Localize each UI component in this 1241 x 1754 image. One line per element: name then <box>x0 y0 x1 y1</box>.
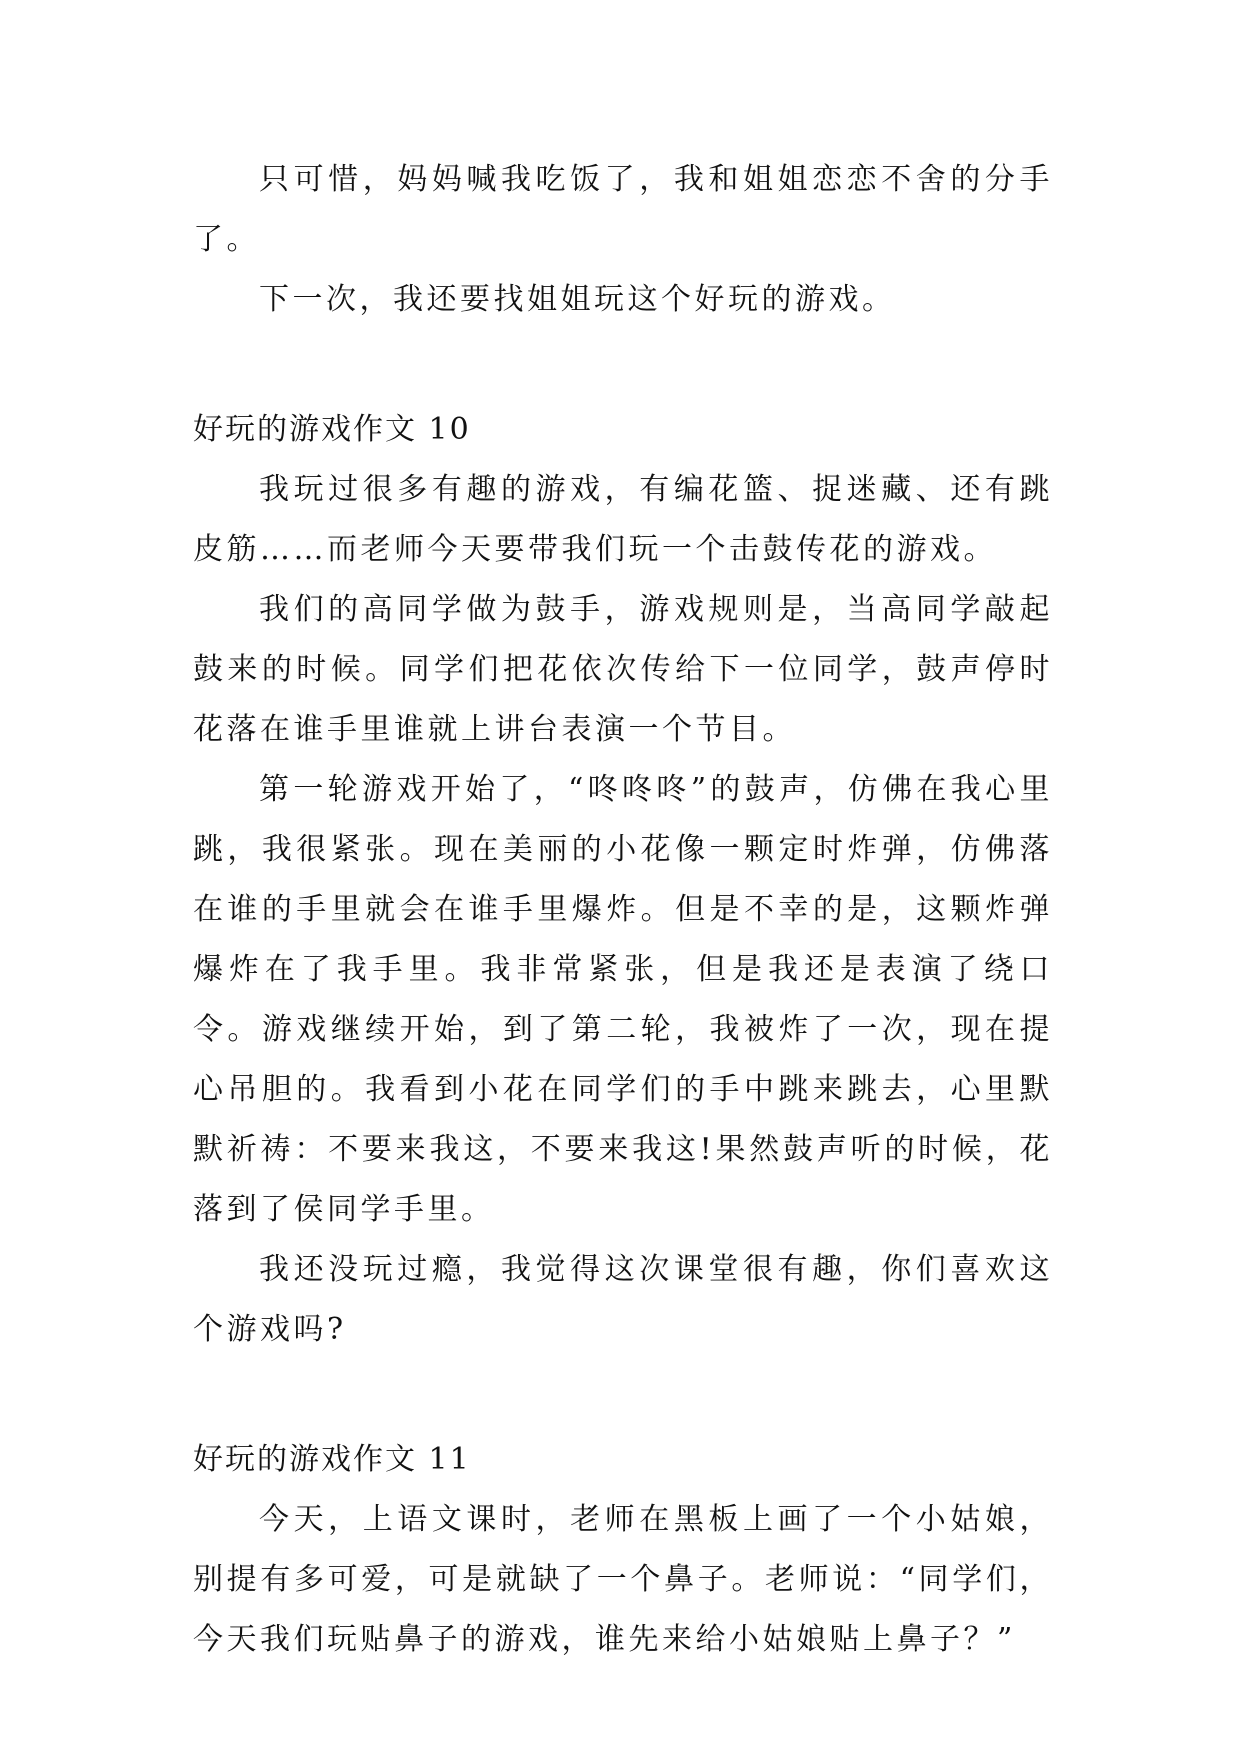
paragraph: 今天，上语文课时，老师在黑板上画了一个小姑娘，别提有多可爱，可是就缺了一个鼻子。老师说：“同学们，今天我们玩贴鼻子的游戏，谁先来给小姑娘贴上鼻子？” <box>193 1502 1053 1657</box>
paragraph: 下一次，我还要找姐姐玩这个好玩的游戏。 <box>259 282 896 317</box>
paragraph: 我玩过很多有趣的游戏，有编花篮、捉迷藏、还有跳皮筋……而老师今天要带我们玩一个击鼓传花的游戏。 <box>193 472 1053 567</box>
paragraph: 我们的高同学做为鼓手，游戏规则是，当高同学敲起鼓来的时候。同学们把花依次传给下一位同学，鼓声停时花落在谁手里谁就上讲台表演一个节目。 <box>193 592 1053 747</box>
section-gap <box>193 1360 1053 1430</box>
paragraph: 第一轮游戏开始了，“咚咚咚”的鼓声，仿佛在我心里跳，我很紧张。现在美丽的小花像一颗定时炸弹，仿佛落在谁的手里就会在谁手里爆炸。但是不幸的是，这颗炸弹爆炸在了我手里。我非常紧张，但是我还是表演了绕口令。游戏继续开始，到了第二轮，我被炸了一次，现在提心吊胆的。我看到小花在同学们的手中跳来跳去，心里默默祈祷：不要来我这，不要来我这!果然鼓声听的时候，花落到了侯同学手里。 <box>193 772 1053 1227</box>
section-title: 好玩的游戏作文 10 <box>193 412 471 447</box>
paragraph: 我还没玩过瘾，我觉得这次课堂很有趣，你们喜欢这个游戏吗? <box>193 1252 1053 1347</box>
section-gap <box>193 330 1053 400</box>
paragraph: 只可惜，妈妈喊我吃饭了，我和姐姐恋恋不舍的分手了。 <box>193 162 1053 257</box>
section-title: 好玩的游戏作文 11 <box>193 1442 471 1477</box>
document-page <box>193 150 1053 1670</box>
